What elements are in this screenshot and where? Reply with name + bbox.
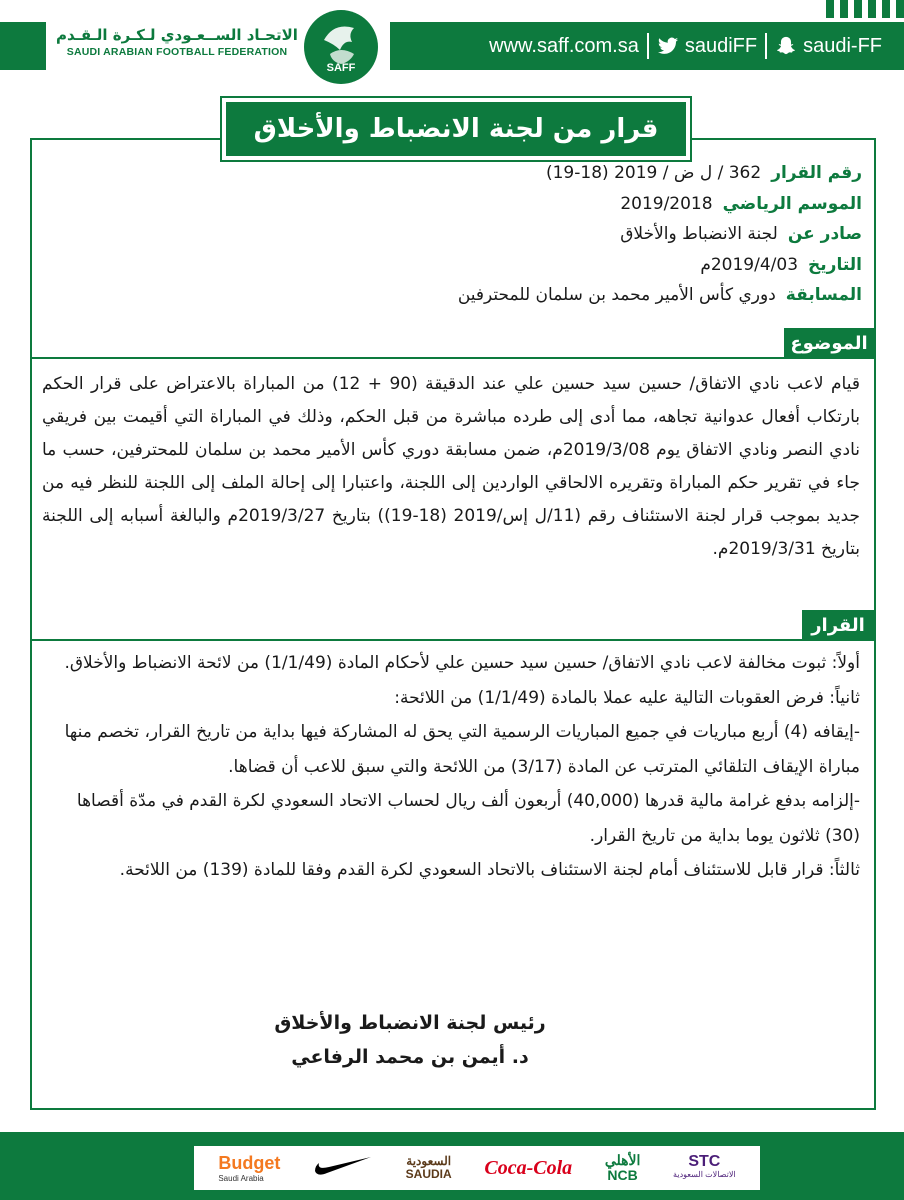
season-label: الموسم الرياضي — [722, 193, 862, 214]
saudia-en: SAUDIA — [405, 1167, 452, 1181]
federation-name — [52, 26, 302, 58]
decision-info — [242, 158, 862, 311]
stc-logo-text: STC — [688, 1153, 721, 1170]
snapchat-handle: saudi-FF — [803, 34, 882, 57]
website-text: www.saff.com.sa — [489, 34, 639, 57]
snapchat-link[interactable] — [767, 35, 890, 58]
website-link[interactable] — [481, 35, 647, 58]
issued-by-value: لجنة الانضباط والأخلاق — [620, 224, 778, 244]
sponsors-strip — [194, 1146, 760, 1190]
federation-name-en: SAUDI ARABIAN FOOTBALL FEDERATION — [66, 46, 288, 58]
sponsor-saudia — [406, 1155, 452, 1181]
ncb-en: NCB — [607, 1167, 638, 1183]
signature-title: رئيس لجنة الانضباط والأخلاق — [274, 1012, 546, 1034]
date-value: 2019/4/03م — [700, 254, 799, 275]
social-bar — [390, 22, 904, 70]
subject-heading: الموضوع — [784, 328, 874, 358]
decision-second-fine: -إلزامه بدفع غرامة مالية قدرها (40,000) أربعون ألف ريال لحساب الاتحاد السعودي لكرة القدم في مدّة أقصاها (30) ثلاثون يوما بداية من تاريخ القرار. — [76, 791, 860, 846]
sponsor-nike — [313, 1153, 373, 1183]
date-label: التاريخ — [808, 254, 862, 275]
stc-sub: الاتصالات السعودية — [673, 1170, 736, 1179]
sponsor-budget — [218, 1153, 280, 1183]
budget-sub: Saudi Arabia — [218, 1174, 264, 1183]
decision-text — [42, 646, 860, 888]
header-stripes — [764, 0, 904, 18]
twitter-handle: saudiFF — [684, 34, 758, 57]
page-title: قرار من لجنة الانضباط والأخلاق — [222, 98, 690, 160]
subject-divider — [30, 357, 876, 359]
logo-text: SAFF — [326, 62, 356, 74]
subject-text: قيام لاعب نادي الاتفاق/ حسين سيد حسين علي عند الدقيقة (90 + 12) من المباراة بالاعتراض على قرار الحكم بارتكاب أفعال عدوانية تجاهه، مما أدى إلى طرده مباشرة من قبل الحكم، وذلك في المباراة التي أقيمت بين فريقي نادي النصر ونادي الاتفاق يوم 2019/3/08م، ضمن مسابقة دوري كأس الأمير محمد بن سلمان للمحترفين، حسب ما جاء في تقرير حكم المباراة وتقريره الالحاقي الواردين إلى اللجنة، واعتبارا إلى إحالة الملف إلى اللجنة للنظر فيه من جديد بموجب قرار لجنة الاستئناف رقم (11/ل إس/2019 (18-19)) بتاريخ 2019/3/27م والبالغة أسبابه إلى اللجنة بتاريخ 2019/3/31م. — [42, 374, 860, 559]
competition-label: المسابقة — [785, 285, 862, 305]
info-row-competition — [242, 280, 862, 311]
competition-value: دوري كأس الأمير محمد بن سلمان للمحترفين — [457, 285, 776, 305]
decision-second-suspension: -إيقافه (4) أربع مباريات في جميع المباريات الرسمية التي يحق له المشاركة فيها بداية من تاريخ القرار، تخصم منها مباراة الإيقاف التلقائي المترتب عن المادة (3/17) من اللائحة والتي سبق للاعب أن قضاها. — [64, 722, 860, 777]
ncb-ar: الأهلي — [604, 1152, 641, 1168]
snapchat-icon — [775, 35, 797, 57]
saudia-ar: السعودية — [406, 1154, 452, 1168]
twitter-link[interactable] — [649, 35, 765, 58]
decision-third: ثالثاً: قرار قابل للاستئناف أمام لجنة الاستئناف بالاتحاد السعودي لكرة القدم وفقا للمادة (139) من اللائحة. — [119, 860, 860, 880]
decision-divider — [30, 639, 876, 641]
decision-no-value: 362 / ل ض / 2019 (18-19) — [545, 163, 762, 183]
sponsor-ncb — [605, 1153, 641, 1183]
header-left-bar — [0, 22, 46, 70]
info-row-decision-no — [242, 158, 862, 189]
budget-logo-text: Budget — [218, 1153, 281, 1173]
info-row-date — [242, 250, 862, 281]
issued-by-label: صادر عن — [787, 224, 862, 244]
decision-heading: القرار — [802, 610, 874, 640]
sponsor-stc — [673, 1155, 736, 1181]
decision-second: ثانياً: فرض العقوبات التالية عليه عملا بالمادة (1/1/49) من اللائحة: — [394, 687, 860, 708]
info-row-issued-by — [242, 219, 862, 250]
header — [0, 0, 904, 90]
season-value: 2019/2018 — [620, 193, 713, 214]
decision-no-label: رقم القرار — [771, 163, 862, 183]
twitter-icon — [657, 35, 679, 57]
info-row-season — [242, 189, 862, 220]
nike-swoosh-icon — [313, 1153, 373, 1177]
federation-name-ar: الاتحـاد الســعـودي لـكـرة الـقـدم — [56, 26, 298, 44]
sponsor-coca-cola: Coca-Cola — [484, 1156, 573, 1179]
saff-logo — [304, 10, 378, 84]
signature-block — [200, 1006, 620, 1074]
decision-first: أولاً: ثبوت مخالفة لاعب نادي الاتفاق/ حسين سيد حسين علي لأحكام المادة (1/1/49) من لائحة الانضباط والأخلاق. — [64, 653, 860, 673]
signature-name: د. أيمن بن محمد الرفاعي — [291, 1046, 529, 1068]
